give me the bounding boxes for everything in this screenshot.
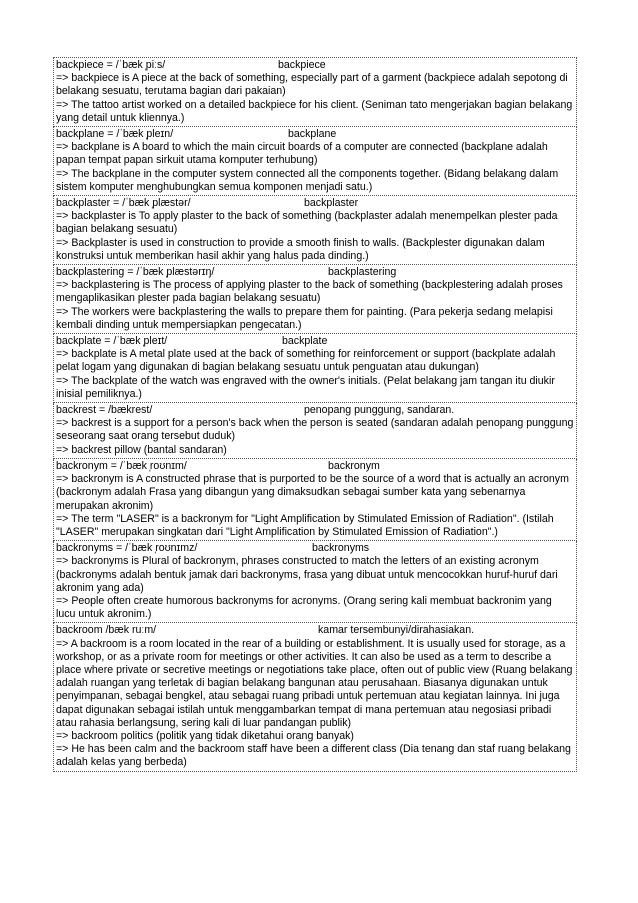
entry-term: backronym = /ˈbæk ̩roʊnɪm/ bbox=[56, 459, 187, 472]
entry-meaning: backplate bbox=[282, 335, 328, 348]
entry-definition: => backplane is A board to which the main circuit boards of a computer are connected (backplane adalah papan tempat papan sirkuit utama komputer terhubung) bbox=[56, 141, 548, 167]
entry-header bbox=[56, 460, 574, 473]
entry-example: => The backplane in the computer system connected all the components together. (Bidang belakang dalam sistem komputer menghubungkan semua komponen menjadi satu.) bbox=[56, 167, 559, 193]
entry-example: => He has been calm and the backroom staff have been a different class (Dia tenang dan staf ruang belakang adalah kelas yang berbeda) bbox=[56, 743, 571, 769]
entry-header bbox=[56, 197, 574, 210]
entry-header bbox=[56, 335, 574, 348]
dictionary-entry bbox=[53, 459, 577, 541]
entry-definition: => backplastering is The process of applying plaster to the back of something (backplestering adalah proses mengaplikasikan plester pada bagian belakang sesuatu) bbox=[56, 279, 563, 305]
entry-example: => The workers were backplastering the walls to prepare them for painting. (Para pekerja sedang melapisi kembali dinding untuk mempersiapkan pengecatan.) bbox=[56, 305, 553, 331]
entry-meaning: backplastering bbox=[328, 266, 397, 279]
entry-example: => The term "LASER" is a backronym for "Light Amplification by Stimulated Emission of Radiation". (Istilah "LASER" merupakan singkatan dari "Light Amplification by Stimulated Emission of Radiation".) bbox=[56, 512, 554, 538]
entry-meaning: kamar tersembunyi/dirahasiakan. bbox=[318, 624, 475, 637]
entry-header bbox=[56, 128, 574, 141]
entry-definition: => backplaster is To apply plaster to the back of something (backplaster adalah menempelkan plester pada bagian belakang sesuatu) bbox=[56, 210, 558, 236]
entry-header bbox=[56, 542, 574, 555]
entry-header bbox=[56, 266, 574, 279]
dictionary-entry bbox=[53, 541, 577, 623]
entry-meaning: backplane bbox=[288, 128, 337, 141]
entry-meaning: backronym bbox=[328, 459, 380, 472]
entry-meaning: backronyms bbox=[312, 542, 370, 555]
entry-definition: => backplate is A metal plate used at the back of something for reinforcement or support (backplate adalah pelat logam yang digunakan di bagian belakang sesuatu untuk penguatan atau dukungan) bbox=[56, 348, 556, 374]
entry-term: backpiece = /ˈbæk ̩piːs/ bbox=[56, 59, 166, 71]
dictionary-entry bbox=[53, 334, 577, 403]
dictionary-entry bbox=[53, 623, 577, 771]
dictionary-page bbox=[53, 57, 577, 772]
entry-term: backplastering = /ˈbæk ̩plæstərɪŋ/ bbox=[56, 266, 215, 279]
entry-definition: => backronyms is Plural of backronym, phrases constructed to match the letters of an existing acronym (backronyms adalah bentuk jamak dari backronyms, frasa yang dibuat untuk mencocokkan huruf-huruf dari akronim yang ada) bbox=[56, 555, 558, 594]
entry-definition: => backronym is A constructed phrase that is purported to be the source of a word that is actually an acronym (backronym adalah Frasa yang dibangun yang dimaksudkan sebagai sumber kata yang sebenarnya merupakan akronim) bbox=[56, 473, 569, 512]
entry-example: => backroom politics (politik yang tidak diketahui orang banyak) bbox=[56, 729, 354, 742]
entry-term: backplaster = /ˈbæk ̩plæstər/ bbox=[56, 197, 191, 210]
entry-example: => The tattoo artist worked on a detailed backpiece for his client. (Seniman tato mengerjakan bagian belakang yang detail untuk kliennya.) bbox=[56, 98, 573, 124]
entry-meaning: penopang punggung, sandaran. bbox=[304, 404, 455, 417]
entry-meaning: backpiece bbox=[278, 59, 326, 71]
entry-term: backplane = /ˈbæk ̩pleɪn/ bbox=[56, 128, 174, 141]
entry-header bbox=[56, 404, 574, 417]
entry-term: backronyms = /ˈbæk ̩roʊnɪmz/ bbox=[56, 542, 198, 555]
entry-definition: => backpiece is A piece at the back of something, especially part of a garment (backpiece adalah sepotong di belakang sesuatu, terutama bagian dari pakaian) bbox=[56, 72, 568, 98]
dictionary-entry bbox=[53, 57, 577, 127]
entry-example: => People often create humorous backronyms for acronyms. (Orang sering kali membuat backronim yang lucu untuk akronim.) bbox=[56, 594, 552, 621]
entry-term: backplate = /ˈbæk ̩pleɪt/ bbox=[56, 335, 168, 348]
entry-term: backroom /bæk ruːm/ bbox=[56, 624, 157, 637]
entry-definition: => backrest is a support for a person's back when the person is seated (sandaran adalah penopang punggung seseorang saat orang tersebut duduk) bbox=[56, 417, 574, 443]
entry-meaning: backplaster bbox=[304, 197, 359, 210]
entry-example: => backrest pillow (bantal sandaran) bbox=[56, 443, 227, 456]
entry-example: => Backplaster is used in construction to provide a smooth finish to walls. (Backplester digunakan dalam konstruksi untuk memberikan hasil akhir yang halus pada dinding.) bbox=[56, 236, 545, 262]
entry-example: => The backplate of the watch was engraved with the owner's initials. (Pelat belakang jam tangan itu diukir inisial pemiliknya.) bbox=[56, 374, 555, 400]
dictionary-entry bbox=[53, 265, 577, 334]
dictionary-entry bbox=[53, 403, 577, 459]
entry-term: backrest = /bækrest/ bbox=[56, 404, 153, 417]
dictionary-entry bbox=[53, 127, 577, 196]
entry-definition: => A backroom is a room located in the rear of a building or establishment. It is usually used for storage, as a workshop, or as a private room for meetings or other activities. It can also be used as a term to describe a place where private or secretive meetings or negotiations take place, often out of public view (Ruang belakang adalah ruangan yang terletak di bagian belakang bangunan atau perusahaan. Biasanya digunakan untuk penyimpanan, sebagai bengkel, atau sebagai ruang pribadi untuk pertemuan atau kegiatan lainnya. Ini juga dapat digunakan sebagai istilah untuk menggambarkan tempat di mana pertemuan atau negosiasi pribadi atau rahasia berlangsung, sering kali di luar pandangan publik) bbox=[56, 637, 573, 729]
entry-header bbox=[56, 624, 574, 637]
entry-header bbox=[56, 59, 574, 72]
dictionary-entry bbox=[53, 196, 577, 265]
